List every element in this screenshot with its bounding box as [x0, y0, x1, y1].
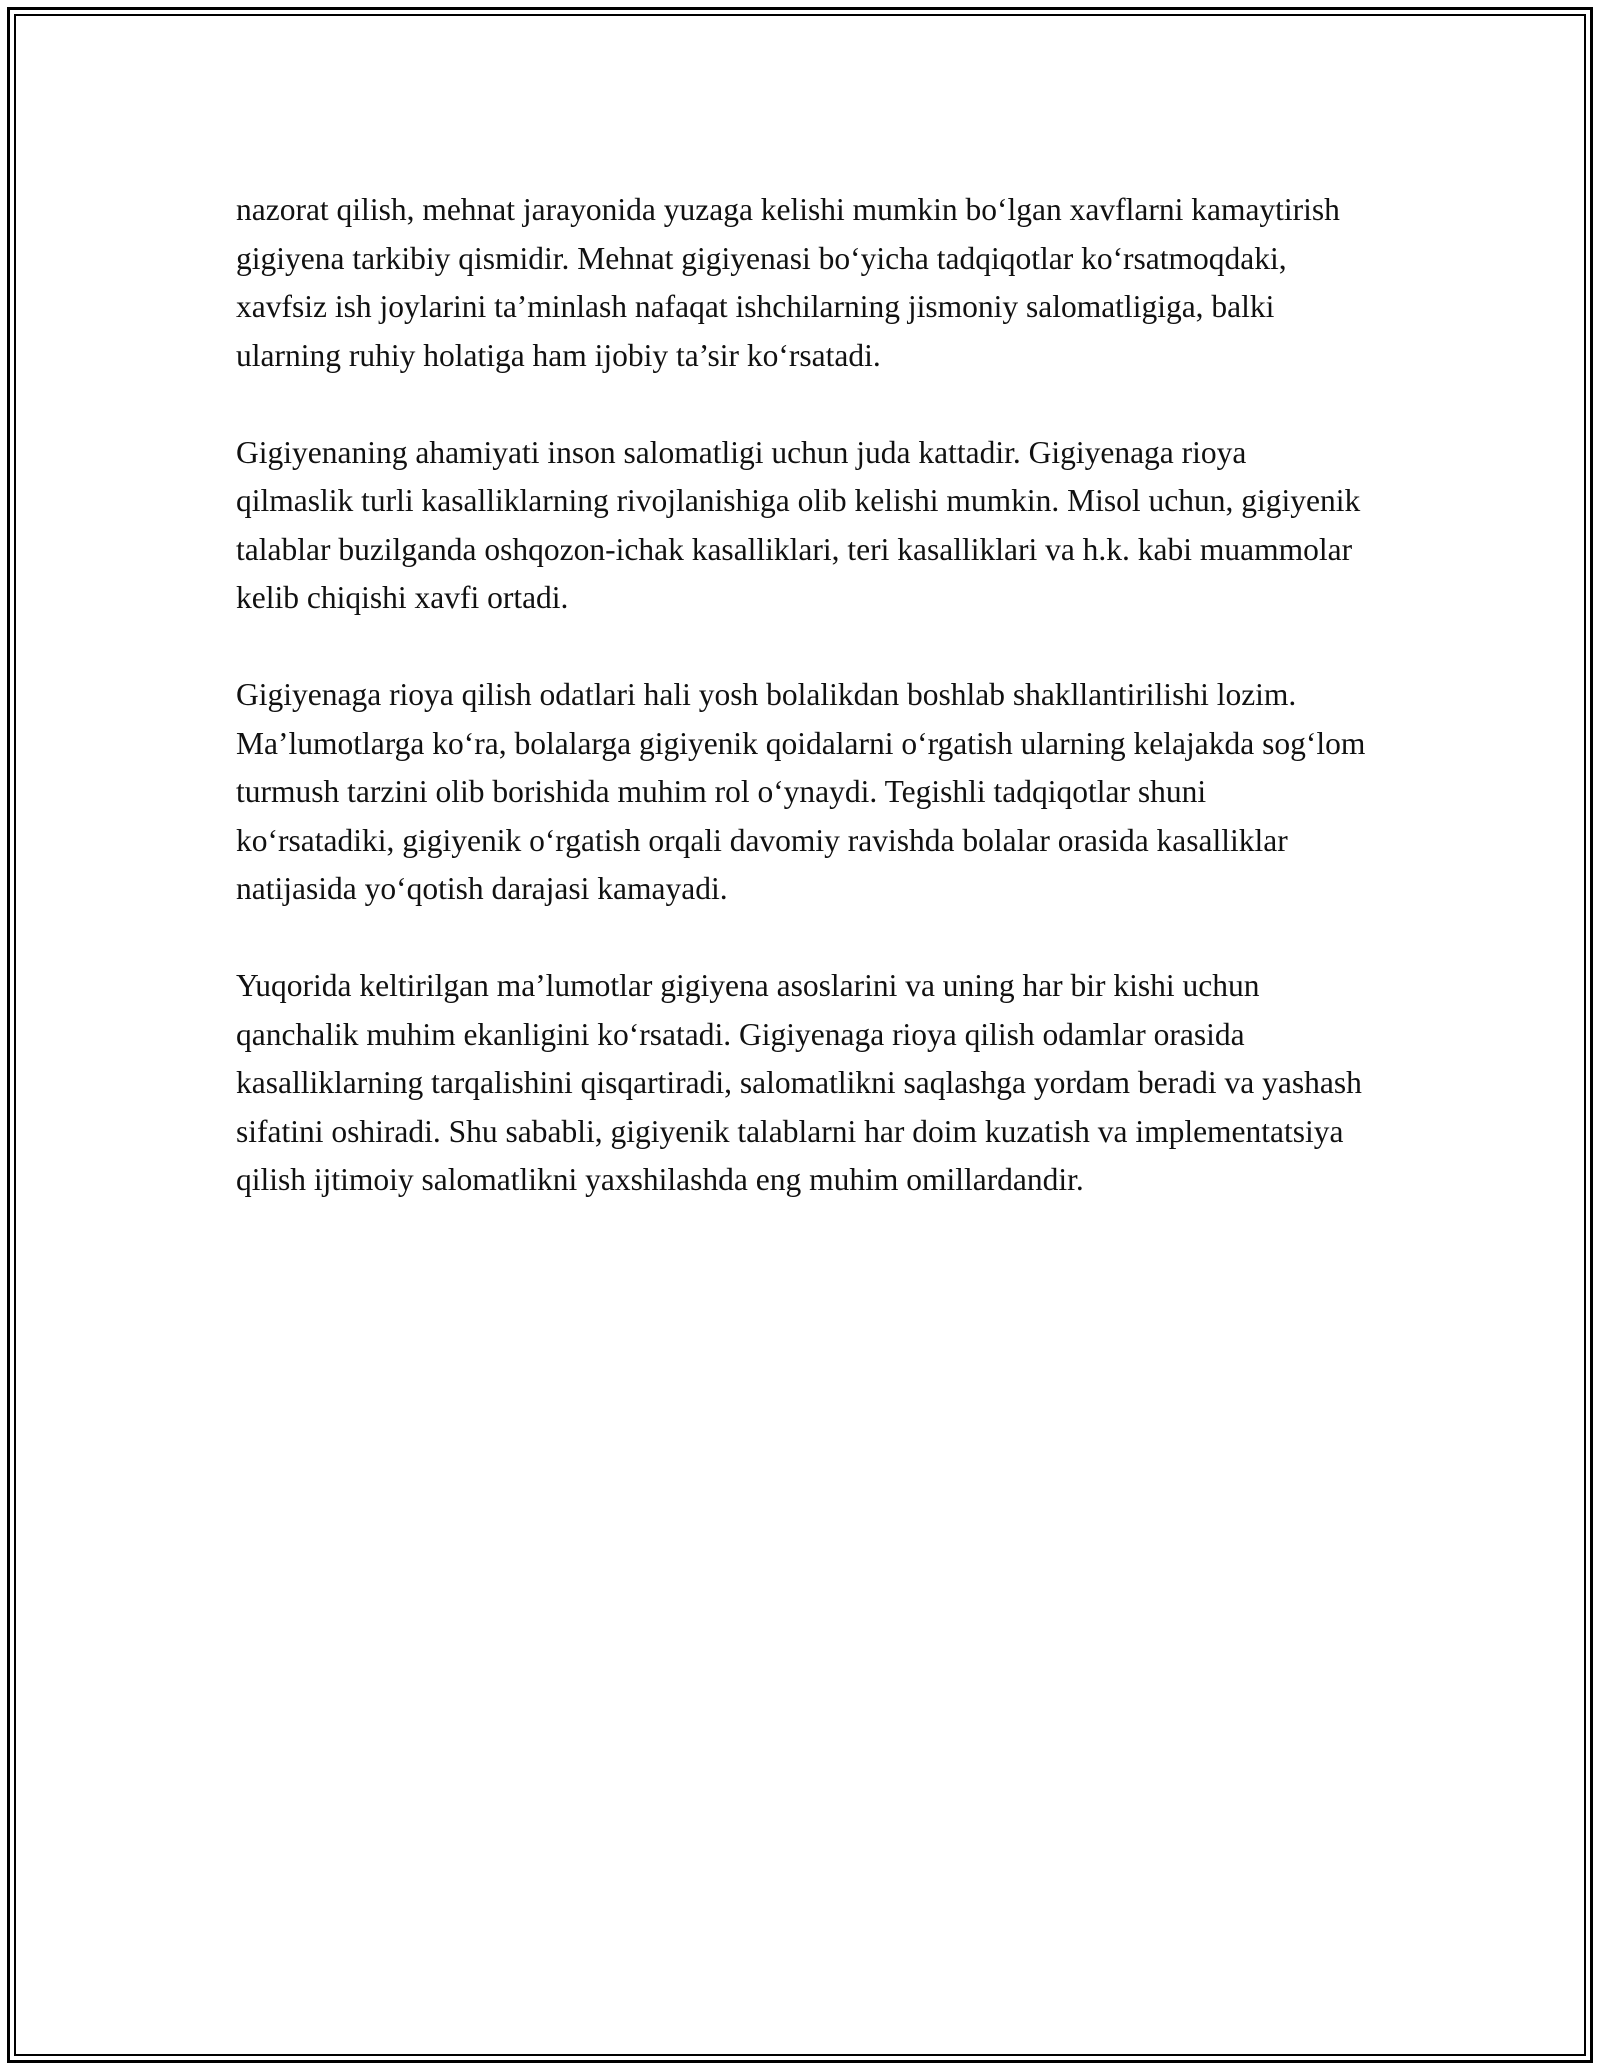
paragraph-1: nazorat qilish, mehnat jarayonida yuzaga kelishi mumkin bo‘lgan xavflarni kamaytirish gigiyena tarkibiy qismidir. Mehnat gigiyenasi bo‘yicha tadqiqotlar ko‘rsatmoqdaki, xavfsiz ish joylarini ta’minlash nafaqat ishchilarning jismoniy salomatligiga, balki ularning ruhiy holatiga ham ijobiy ta’sir ko‘rsatadi.	[236, 192, 1340, 373]
document-body	[236, 186, 1366, 1205]
paragraph-4: Yuqorida keltirilgan ma’lumotlar gigiyena asoslarini va uning har bir kishi uchun qanchalik muhim ekanligini ko‘rsatadi. Gigiyenaga rioya qilish odamlar orasida kasalliklarning tarqalishini qisqartiradi, salomatlikni saqlashga yordam beradi va yashash sifatini oshiradi. Shu sababli, gigiyenik talablarni har doim kuzatish va implementatsiya qilish ijtimoiy salomatlikni yaxshilashda eng muhim omillardandir.	[236, 968, 1362, 1197]
paragraph-3: Gigiyenaga rioya qilish odatlari hali yosh bolalikdan boshlab shakllantirilishi lozim. Ma’lumotlarga ko‘ra, bolalarga gigiyenik qoidalarni o‘rgatish ularning kelajakda sog‘lom turmush tarzini olib borishida muhim rol o‘ynaydi. Tegishli tadqiqotlar shuni ko‘rsatadiki, gigiyenik o‘rgatish orqali davomiy ravishda bolalar orasida kasalliklar natijasida yo‘qotish darajasi kamayadi.	[236, 677, 1366, 906]
paragraph-2: Gigiyenaning ahamiyati inson salomatligi uchun juda kattadir. Gigiyenaga rioya qilmaslik turli kasalliklarning rivojlanishiga olib kelishi mumkin. Misol uchun, gigiyenik talablar buzilganda oshqozon-ichak kasalliklari, teri kasalliklari va h.k. kabi muammolar kelib chiqishi xavfi ortadi.	[236, 434, 1361, 615]
